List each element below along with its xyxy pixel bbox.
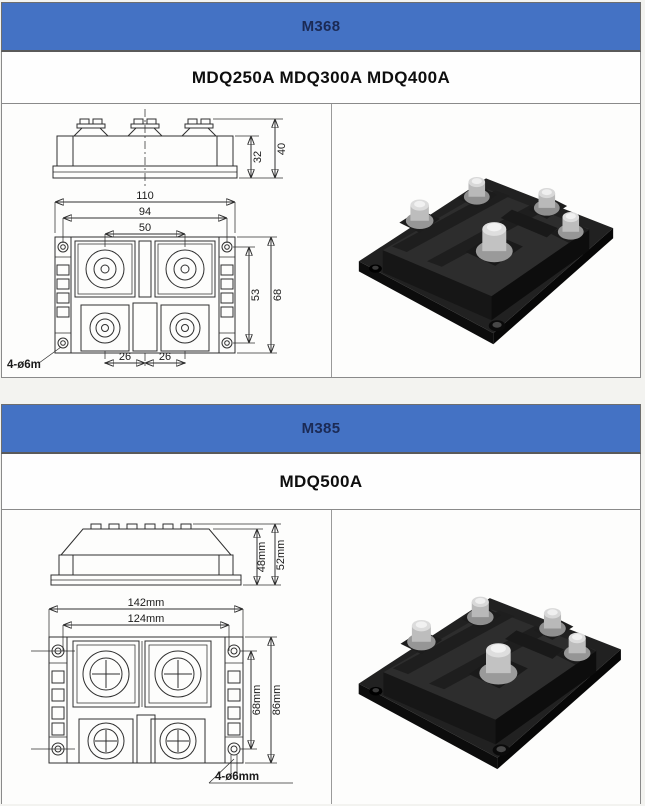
model-list-bar xyxy=(1,52,641,104)
dim-top-overall-width: 110 xyxy=(135,189,154,202)
dim-side-total-height: 52mm xyxy=(274,539,287,571)
dim-side-inner-height: 48mm xyxy=(255,541,268,573)
top-view xyxy=(7,190,284,371)
dim-top-terminal-spacing: 50 xyxy=(138,221,151,234)
section-content-row xyxy=(1,510,641,804)
dim-top-hole-spacing: 124mm xyxy=(127,613,164,625)
hole-note: 4-ø6mm xyxy=(214,771,259,783)
dim-top-inner-height: 53 xyxy=(249,288,262,301)
dimension-drawing-cell-m368 xyxy=(2,104,332,377)
product-section-m368 xyxy=(1,2,641,378)
product-photo-m368 xyxy=(338,112,634,370)
dim-pitch-left: 26 xyxy=(118,350,131,363)
section-title-bar xyxy=(1,2,641,52)
dim-side-inner-height: 32 xyxy=(251,150,264,163)
top-view xyxy=(31,597,293,783)
dim-top-overall-height: 86mm xyxy=(270,684,283,716)
section-content-row xyxy=(1,104,641,378)
dimension-drawing-m368 xyxy=(3,105,331,377)
product-photo-m385 xyxy=(334,524,638,790)
dimension-drawing-cell-m385 xyxy=(2,510,332,804)
dim-top-overall-width: 142mm xyxy=(127,597,164,609)
dimension-drawing-m385 xyxy=(3,511,331,803)
dim-top-overall-height: 68 xyxy=(271,288,284,301)
product-section-m385 xyxy=(1,404,641,804)
product-photo-cell-m368 xyxy=(332,104,640,377)
dim-pitch-right: 26 xyxy=(158,350,171,363)
model-list: MDQ500A xyxy=(279,471,363,491)
product-photo-cell-m385 xyxy=(332,510,640,804)
section-title: M368 xyxy=(301,18,341,35)
dim-side-total-height: 40 xyxy=(275,142,288,155)
section-title: M385 xyxy=(301,420,341,437)
dim-top-inner-height: 68mm xyxy=(250,684,263,716)
hole-note: 4-ø6m xyxy=(6,358,41,371)
side-view xyxy=(51,524,287,585)
section-title-bar xyxy=(1,404,641,454)
dim-top-hole-spacing: 94 xyxy=(138,205,151,218)
side-view xyxy=(53,109,288,187)
model-list: MDQ250A MDQ300A MDQ400A xyxy=(191,67,451,87)
model-list-bar xyxy=(1,454,641,510)
